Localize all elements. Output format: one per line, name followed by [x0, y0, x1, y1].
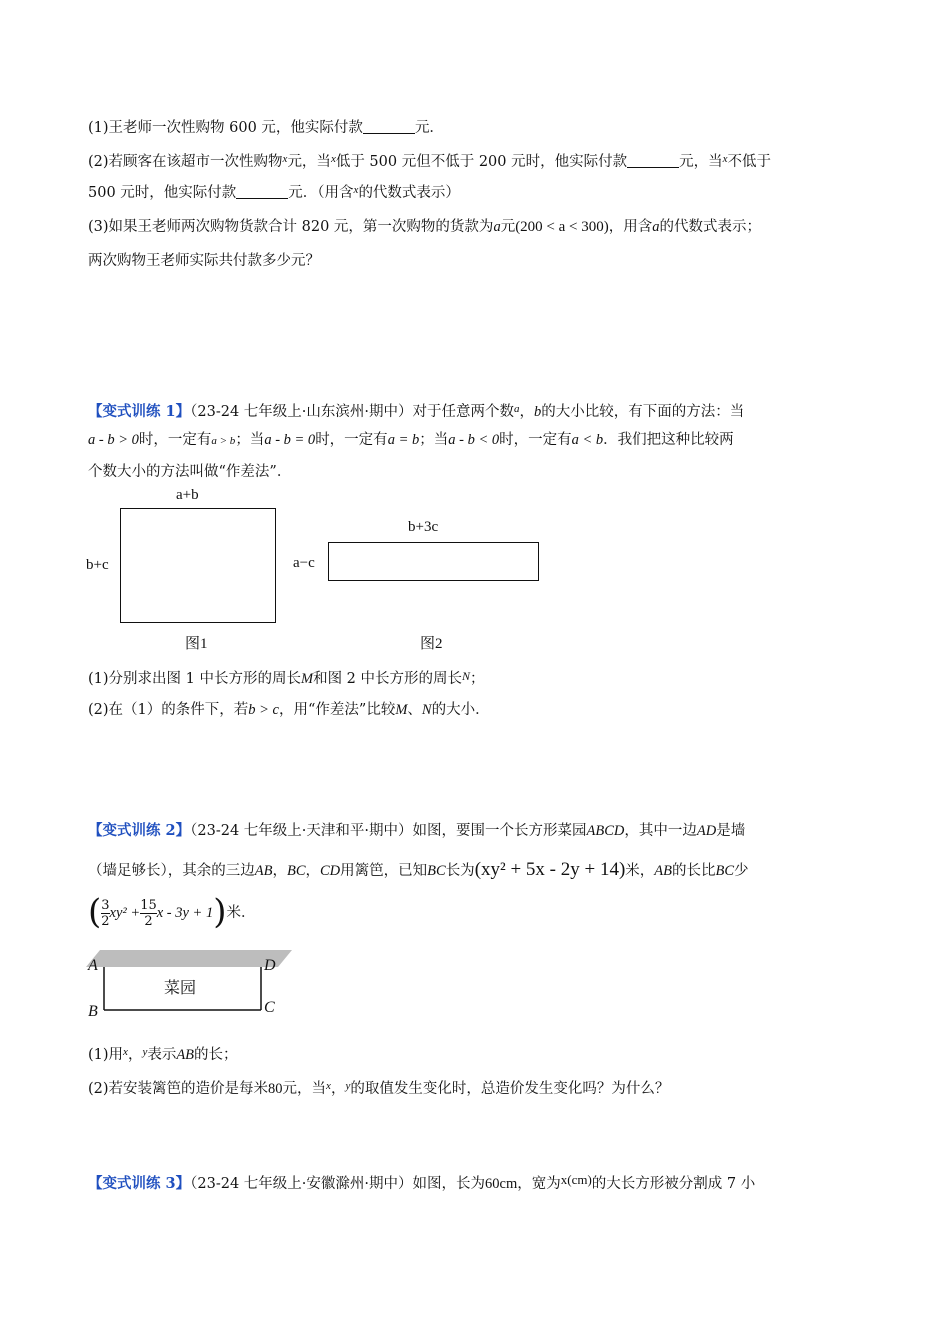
- variant-2-question-1: (1)用$^x$，$^y$表示AB的长；: [88, 1046, 238, 1063]
- variant-2-line-2: （墙足够长），其余的三边AB，BC，CD用篱笆，已知BC长为(xy² + 5x - 2y + 14)米，AB的长比BC少: [88, 859, 749, 880]
- vertex-D: D: [264, 957, 276, 974]
- fig2-rectangle: [328, 542, 539, 581]
- question-2-line-1: (2)若顾客在该超市一次性购物$^x$元，当$^x$低于 500 元但不低于 200 元时，他实际付款 元，当$^x$不低于: [88, 153, 772, 170]
- variant-tag: 【变式训练 3】: [88, 1175, 191, 1192]
- fig2-left-label: a−c: [293, 555, 315, 571]
- vertex-A: A: [88, 957, 98, 974]
- question-1: (1)王老师一次性购物 600 元，他实际付款 元．: [88, 120, 444, 136]
- question-3-line-1: (3)如果王老师两次购物货款合计 820 元，第一次购物的货款为a元(200 < a < 300)，用含a的代数式表示；: [88, 219, 762, 235]
- variant-2-line-1: 【变式训练 2】（23-24 七年级上·天津和平·期中）如图，要围一个长方形菜园ABCD，其中一边AD是墙: [88, 822, 746, 839]
- fig1-left-label: b+c: [86, 557, 109, 573]
- garden-label: 菜园: [164, 980, 197, 997]
- variant-1-question-2: (2)在（1）的条件下，若b > c，用“作差法”比较M、N的大小．: [88, 702, 490, 718]
- fig2-caption: 图2: [420, 636, 443, 652]
- fig1-caption: 图1: [185, 636, 208, 652]
- vertex-C: C: [264, 999, 275, 1016]
- variant-tag: 【变式训练 1】: [88, 403, 191, 420]
- wall-shading: [86, 950, 292, 967]
- variant-1-line-1: 【变式训练 1】（23-24 七年级上·山东滨州·期中）对于任意两个数$^a$，b的大小比较，有下面的方法：当: [88, 403, 745, 420]
- fig2-top-label: b+3c: [408, 519, 439, 535]
- question-3-line-2: 两次购物王老师实际共付款多少元？: [88, 253, 320, 269]
- variant-1-question-1: (1)分别求出图 1 中长方形的周长M和图 2 中长方形的周长$^N$；: [88, 669, 485, 687]
- fig1-rectangle: [120, 508, 276, 623]
- answer-blank[interactable]: [363, 119, 415, 134]
- variant-1-line-2: a - b > 0时，一定有a > b；当a - b = 0时，一定有a = b；当a - b < 0时，一定有a < b．我们把这种比较两: [88, 432, 734, 448]
- variant-3-line-1: 【变式训练 3】（23-24 七年级上·安徽滁州·期中）如图，长为60cm，宽为x(cm)的大长方形被分割成 7 小: [88, 1172, 756, 1192]
- variant-1-line-3: 个数大小的方法叫做“作差法”．: [88, 464, 292, 480]
- variant-2-question-2: (2)若安装篱笆的造价是每米80元，当$^x$，$^y$的取值发生变化时，总造价发生变化吗？为什么？: [88, 1080, 670, 1097]
- question-2-line-2: 500 元时，他实际付款 元．（用含$^x$的代数式表示）: [88, 184, 460, 201]
- vertex-B: B: [88, 1003, 98, 1020]
- variant-tag: 【变式训练 2】: [88, 822, 191, 839]
- answer-blank[interactable]: [627, 153, 679, 168]
- variant-2-line-3: ( $\frac{3}{2}$ xy² + $\frac{15}{2}$ x - 3y + 1)米．: [88, 892, 256, 932]
- fig1-top-label: a+b: [176, 487, 199, 503]
- answer-blank[interactable]: [236, 184, 288, 199]
